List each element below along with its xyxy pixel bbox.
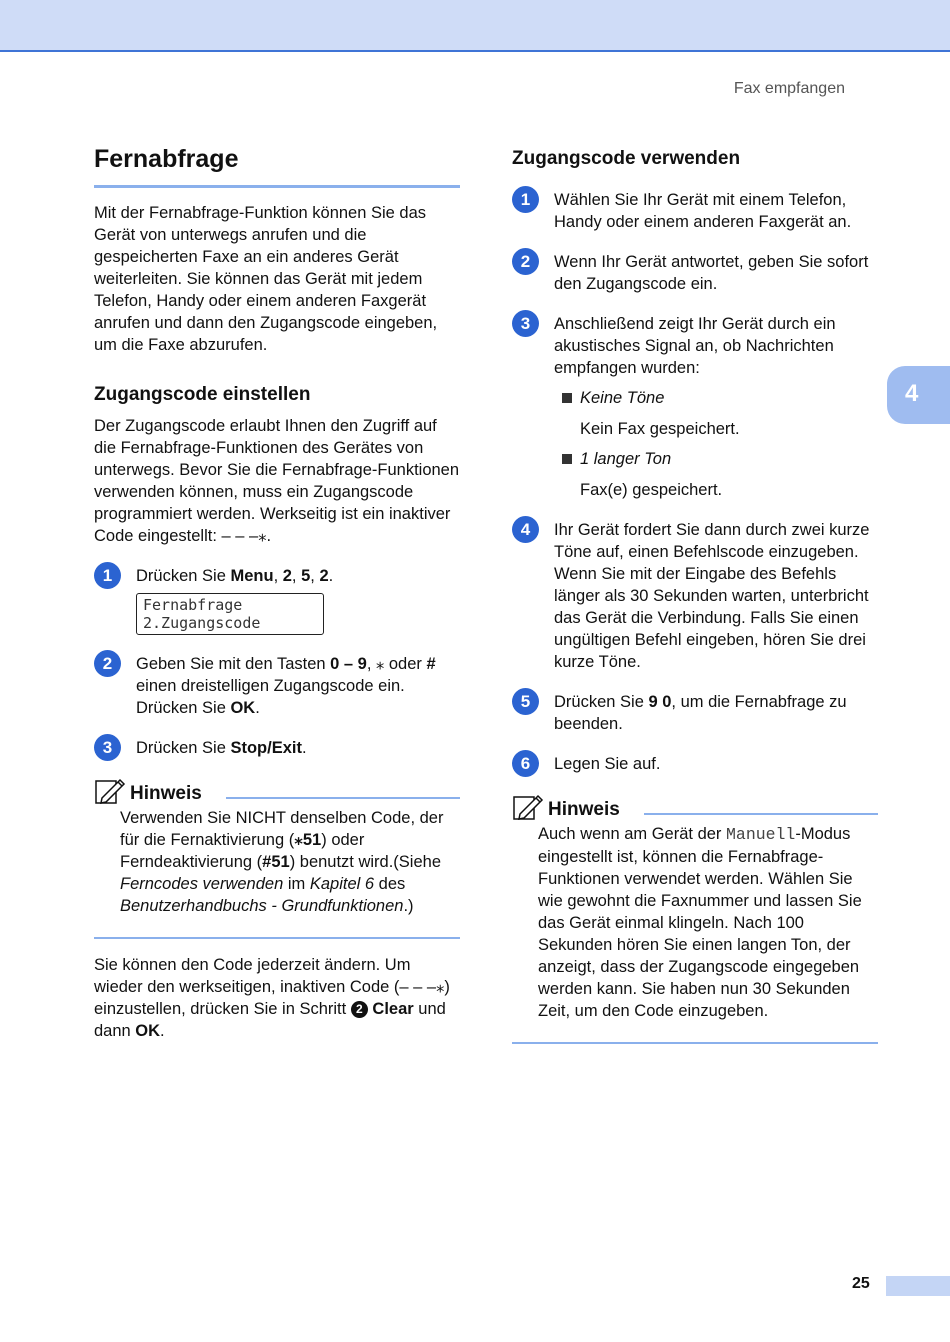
step-3: 3 Anschließend zeigt Ihr Gerät durch ein akustisches Signal an, ob Nachrichten empfangen wurden: Keine Töne Kein Fax gespeichert. 1 langer Ton Fax(e) gespeichert. bbox=[512, 313, 878, 501]
step-3: 3 Drücken Sie Stop/Exit. bbox=[94, 737, 460, 759]
lcd-line-1: Fernabfrage bbox=[143, 596, 243, 614]
step-number-icon: 2 bbox=[512, 248, 539, 275]
page-number-band bbox=[886, 1276, 950, 1296]
step-number-icon: 1 bbox=[94, 562, 121, 589]
section-heading-right: Zugangscode verwenden bbox=[512, 148, 741, 169]
note-rule bbox=[644, 813, 878, 815]
bullet-item: Keine Töne bbox=[554, 387, 878, 409]
left-column bbox=[94, 140, 460, 1042]
bullet-description: Kein Fax gespeichert. bbox=[580, 420, 740, 438]
note-header bbox=[94, 777, 460, 807]
step-number-icon: 3 bbox=[512, 310, 539, 337]
lcd-line-2: 2.Zugangscode bbox=[143, 614, 261, 632]
step-reference-icon: 2 bbox=[351, 1001, 368, 1018]
step-5: 5 Drücken Sie 9 0, um die Fernabfrage zu beenden. bbox=[512, 691, 878, 735]
lcd-display bbox=[136, 593, 324, 635]
steps-list bbox=[94, 565, 460, 759]
step-1: 1 Drücken Sie Menu, 2, 5, 2. Fernabfrage 2.Zugangscode bbox=[94, 565, 460, 635]
note-rule bbox=[226, 797, 460, 799]
mode-name: Manuell bbox=[726, 825, 796, 844]
chapter-tab bbox=[887, 366, 950, 424]
step-number-icon: 5 bbox=[512, 688, 539, 715]
page-title: Fernabfrage bbox=[94, 145, 239, 173]
header-band bbox=[0, 0, 950, 52]
section-intro: Der Zugangscode erlaubt Ihnen den Zugriff auf die Fernabfrage-Funktionen des Gerätes von unterwegs. Bevor Sie die Fernabfrage-Funktionen verwenden können, muss ein Zugangscode programmiert werden. Werkseitig ist ein inaktiver Code eingestellt: – – –⁎. bbox=[94, 417, 460, 545]
running-header: Fax empfangen bbox=[733, 80, 845, 97]
step-number-icon: 2 bbox=[94, 650, 121, 677]
step-2: 2 Wenn Ihr Gerät antwortet, geben Sie sofort den Zugangscode ein. bbox=[512, 251, 878, 295]
step-number-icon: 4 bbox=[512, 516, 539, 543]
pencil-note-icon bbox=[512, 791, 544, 821]
bullet-item: 1 langer Ton bbox=[554, 448, 878, 470]
square-bullet-icon bbox=[562, 393, 572, 403]
chapter-number: 4 bbox=[905, 380, 919, 407]
outro-paragraph: Sie können den Code jederzeit ändern. Um wieder den werkseitigen, inaktiven Code (– – –⁎) einzustellen, drücken Sie in Schritt 2 Clear und dann OK. bbox=[94, 956, 450, 1040]
step-number-icon: 6 bbox=[512, 750, 539, 777]
step-6: 6 Legen Sie auf. bbox=[512, 753, 878, 775]
step-1: 1 Wählen Sie Ihr Gerät mit einem Telefon, Handy oder einem anderen Faxgerät an. bbox=[512, 189, 878, 233]
step-number-icon: 3 bbox=[94, 734, 121, 761]
bullet-description: Fax(e) gespeichert. bbox=[580, 481, 723, 499]
step-number-icon: 1 bbox=[512, 186, 539, 213]
note-title: Hinweis bbox=[548, 799, 620, 820]
step-2: 2 Geben Sie mit den Tasten 0 – 9, ⁎ oder # einen dreistelligen Zugangscode ein. Drücken Sie OK. bbox=[94, 653, 460, 719]
section-heading: Zugangscode einstellen bbox=[94, 384, 311, 405]
step-4: 4 Ihr Gerät fordert Sie dann durch zwei kurze Töne auf, einen Befehlscode einzugeben. Wenn Sie mit der Eingabe des Befehls länger als 30 Sekunden warten, unterbricht das Gerät die Verbindung. Falls Sie einen ungültigen Befehl eingeben, hören Sie drei kurze Töne. bbox=[512, 519, 878, 673]
intro-paragraph: Mit der Fernabfrage-Funktion können Sie das Gerät von unterwegs anrufen und die gespeicherten Faxe an ein anderes Gerät weiterleiten. Sie können das Gerät mit jedem Telefon, Handy oder einem anderen Faxgerät anrufen und dann den Zugangscode eingeben, um die Faxe abzurufen. bbox=[94, 204, 438, 354]
title-rule bbox=[94, 185, 460, 188]
page-number: 25 bbox=[852, 1275, 870, 1292]
right-column bbox=[512, 140, 878, 1044]
note-text: Verwenden Sie NICHT denselben Code, der für die Fernaktivierung (⁎51) oder Ferndeaktivierung (#51) benutzt wird.(Siehe Ferncodes verwenden im Kapitel 6 des Benutzerhandbuchs - Grundfunktionen.) bbox=[120, 809, 444, 915]
square-bullet-icon bbox=[562, 454, 572, 464]
note-text: Auch wenn am Gerät der Manuell-Modus eingestellt ist, können die Fernabfrage-Funktionen verwendet werden. Wählen Sie wie gewohnt die Faxnummer und lassen Sie das Gerät einmal klingeln. Nach 100 Sekunden hören Sie einen langen Ton, der anzeigt, dass der Zugangscode eingegeben werden kann. Sie haben nun 30 Sekunden Zeit, um den Code einzugeben. bbox=[538, 825, 862, 1020]
note-end-rule bbox=[94, 937, 460, 939]
note-header bbox=[512, 793, 878, 823]
note-end-rule bbox=[512, 1042, 878, 1044]
note-title: Hinweis bbox=[130, 783, 202, 804]
pencil-note-icon bbox=[94, 775, 126, 805]
